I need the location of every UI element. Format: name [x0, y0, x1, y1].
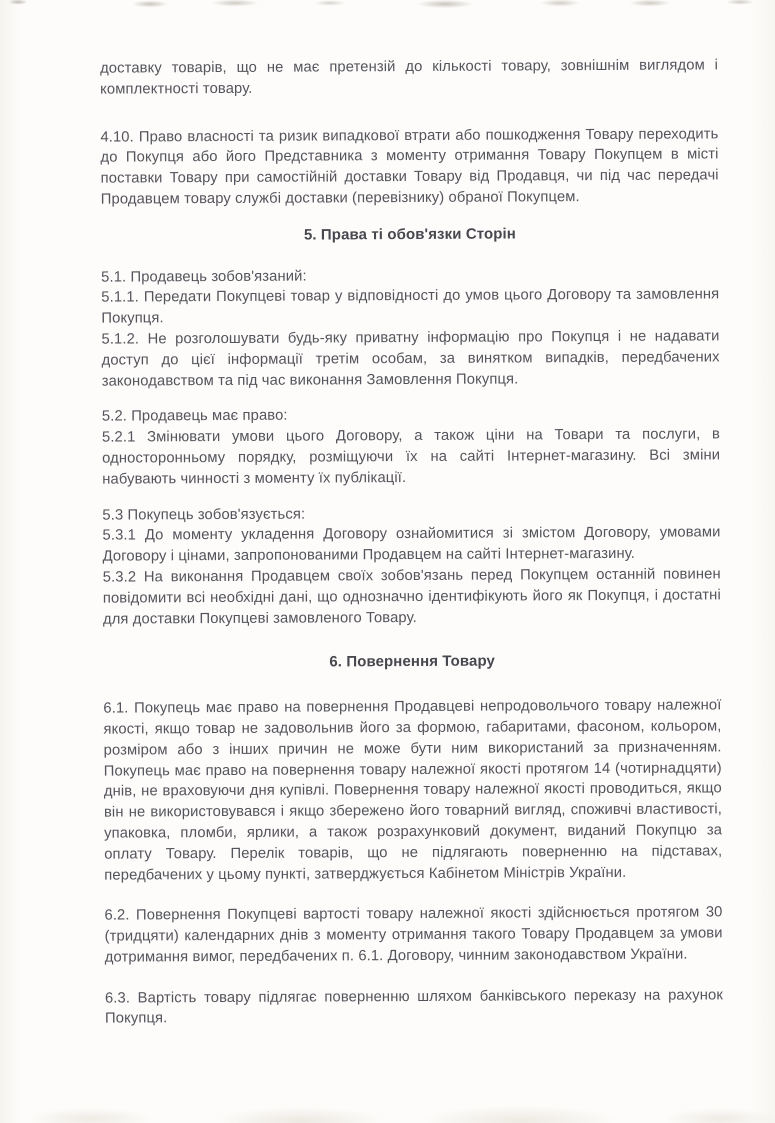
clause-5-1: 5.1. Продавець зобов'язаний: — [101, 268, 307, 286]
clause-5-3: 5.3 Покупець зобов'язується: — [102, 506, 306, 524]
clause-5-1-1: 5.1.1. Передати Покупцеві товар у відповідності до умов цього Договору та замовлення Покупця. — [101, 286, 720, 327]
clause-5-3-1: 5.3.1 До моменту укладення Договору ознайомитися зі змістом Договору, умовами Договору і цінами, запропонованими Продавцем на сайті Інтернет-магазину. — [102, 524, 721, 565]
clause-6-3: 6.3. Вартість товару підлягає поверненню шляхом банківського переказу на рахунок Покупця. — [104, 987, 723, 1028]
scan-artifact-top-edge — [0, 0, 775, 12]
scan-artifact-bottom-edge — [0, 1083, 775, 1123]
clause-4-10: 4.10. Право власності та ризик випадкової втрати або пошкодження Товару переходить до Покупця або його Представника з моменту отримання Товару Покупцем в місті поставки Товару при самостійній доставки Товару від Продавця, чи під час передачі Продавцем товару службі доставки (перевізнику) обраної Покупцем. — [100, 125, 719, 208]
clause-5-1-2: 5.1.2. Не розголошувати будь-яку приватну інформацію про Покупця і не надавати доступ до цієї інформації третім особам, за винятком випадків, передбачених законодавством та під час виконання Замовлення Покупця. — [101, 328, 720, 390]
document-content — [100, 55, 723, 1030]
section-6-title: 6. Повернення Товару — [329, 652, 496, 671]
clause-5-2-1: 5.2.1 Змінювати умови цього Договору, а також ціни на Товари та послуги, в односторонньому порядку, розміщуючи їх на сайті Інтернет-магазину. Всі зміни набувають чинності з моменту їх публікації. — [101, 426, 721, 488]
clause-5-3-2: 5.3.2 На виконання Продавцем своїх зобов'язань перед Покупцем останній повинен повідомити всі необхідні дані, що однозначно ідентифікують його як Покупця, і достатні для доставки Покупцеві замовленого Товару. — [102, 566, 721, 628]
section-5-title: 5. Права ті обов'язки Сторін — [303, 225, 516, 244]
clause-6-1: 6.1. Покупець має право на повернення Продавцеві непродовольчого товару належної якості, якщо товар не задовольнив його за формою, габаритами, фасоном, кольором, розміром або з інших причин не може бути ним використаний за призначенням. Покупець має право на повернення товару належної якості протягом 14 (чотирнадцяти) днів, не враховуючи дня купівлі. Повернення товару належної якості проводиться, якщо він не використовувався і якщо збережено його товарний вигляд, споживчі властивості, упаковка, пломби, ярлики, а також розрахунковий документ, виданий Покупцю за оплату Товару. Перелік товарів, що не підлягають поверненню на підставах, передбачених у цьому пункті, затверджується Кабінетом Міністрів України. — [103, 697, 723, 884]
clause-6-2: 6.2. Повернення Покупцеві вартості товару належної якості здійснюється протягом 30 (тридцяти) календарних днів з моменту отримання такого Товару Продавцем за умови дотримання вимог, передбачених п. 6.1. Договору, чинним законодавством України. — [104, 904, 723, 966]
clause-4-9-continuation: доставку товарів, що не має претензій до кількості товару, зовнішнім виглядом і комплектності товару. — [100, 57, 719, 98]
clause-5-2: 5.2. Продавець має право: — [101, 408, 288, 425]
